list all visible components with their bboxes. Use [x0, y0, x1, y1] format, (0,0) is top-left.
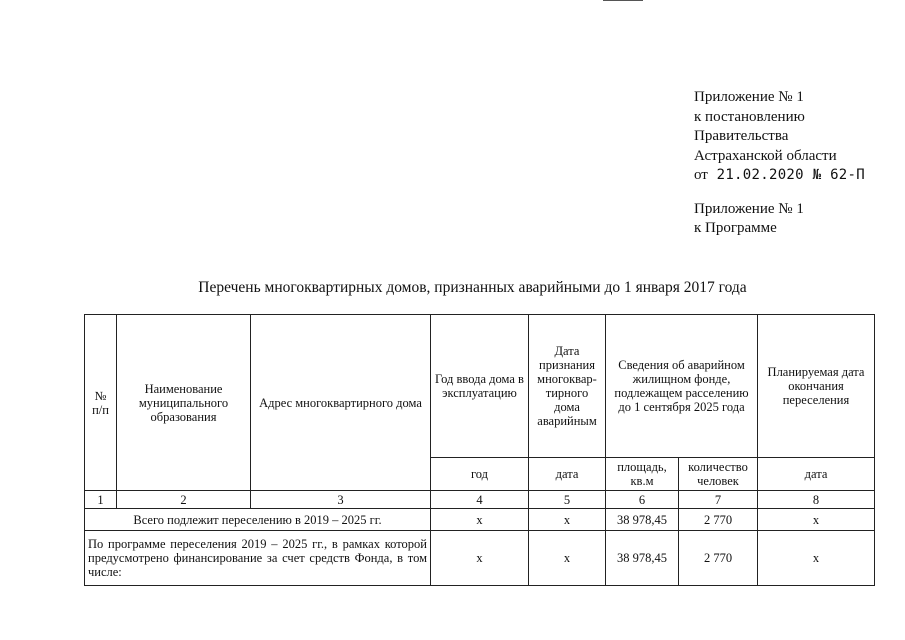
column-number: 4 — [431, 491, 529, 509]
decree-reference — [694, 166, 894, 186]
subheader-planned: дата — [758, 458, 875, 491]
column-number-row — [85, 491, 875, 509]
column-number: 5 — [529, 491, 606, 509]
column-number: 6 — [606, 491, 679, 509]
appendix-program-line-1: Приложение № 1 — [694, 200, 804, 217]
appendix-decree-line-3: Правительства — [694, 128, 789, 144]
cell-area: 38 978,45 — [606, 509, 679, 531]
cell-year: х — [431, 531, 529, 586]
document-title: Перечень многоквартирных домов, признанных аварийными до 1 января 2017 года — [198, 279, 747, 296]
table-header-row — [85, 315, 875, 458]
decree-number: 21.02.2020 № 62-П — [716, 167, 865, 183]
decree-prefix: от — [694, 167, 708, 183]
header-municipality: Наименование муниципального образования — [117, 315, 251, 491]
houses-table — [84, 314, 875, 586]
subheader-area: площадь, кв.м — [606, 458, 679, 491]
cell-year: х — [431, 509, 529, 531]
header-date-recognized: Дата признания многоквар-тирного дома аварийным — [529, 315, 606, 458]
cell-date: х — [529, 509, 606, 531]
subheader-people: количество человек — [679, 458, 758, 491]
subheader-date: дата — [529, 458, 606, 491]
cell-area: 38 978,45 — [606, 531, 679, 586]
appendix-decree-line-2: к постановлению — [694, 108, 805, 125]
appendix-program-line-2: к Программе — [694, 220, 777, 236]
column-number: 2 — [117, 491, 251, 509]
subheader-year: год — [431, 458, 529, 491]
column-number: 1 — [85, 491, 117, 509]
header-housing-info: Сведения об аварийном жилищном фонде, подлежащем расселению до 1 сентября 2025 года — [606, 315, 758, 458]
cell-people: 2 770 — [679, 509, 758, 531]
table-row-program — [85, 531, 875, 586]
appendix-header — [694, 88, 894, 239]
column-number: 7 — [679, 491, 758, 509]
cell-planned: х — [758, 509, 875, 531]
header-address: Адрес многоквартирного дома — [251, 315, 431, 491]
appendix-decree-line-4: Астраханской области — [694, 147, 837, 164]
appendix-decree-line-1: Приложение № 1 — [694, 89, 804, 105]
cell-planned: х — [758, 531, 875, 586]
cell-people: 2 770 — [679, 531, 758, 586]
header-year: Год ввода дома в эксплуатацию — [431, 315, 529, 458]
top-scan-mark — [603, 0, 643, 1]
column-number: 8 — [758, 491, 875, 509]
header-no: № п/п — [85, 315, 117, 491]
column-number: 3 — [251, 491, 431, 509]
cell-date: х — [529, 531, 606, 586]
table-row-total — [85, 509, 875, 531]
row-label: Всего подлежит переселению в 2019 – 2025 гг. — [85, 509, 431, 531]
row-label: По программе переселения 2019 – 2025 гг., в рамках которой предусмотрено финансирование за счет средств Фонда, в том числе: — [85, 531, 431, 586]
header-planned-date: Планируемая дата окончания переселения — [758, 315, 875, 458]
